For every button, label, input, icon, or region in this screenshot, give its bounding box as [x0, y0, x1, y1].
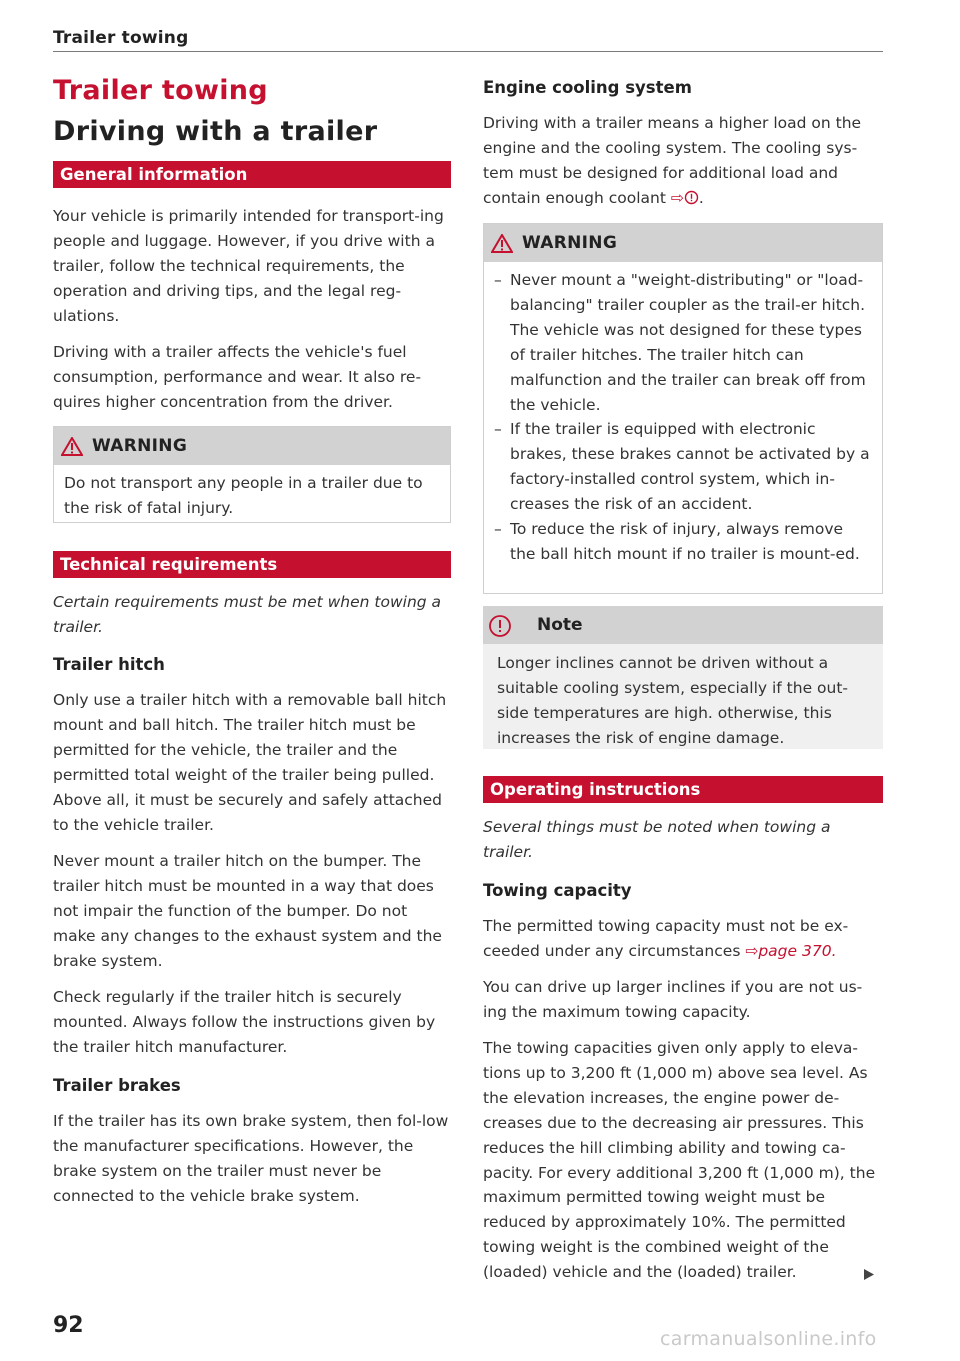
warning-item: – Never mount a "weight-distributing" or "load-balancing" trailer coupler as the trail-er hitch. The vehicle was not designed for these types of trailer hitches. The trailer hitch can malfunction and the trailer can break off from the vehicle. — [510, 268, 872, 417]
general-paragraph-1: Your vehicle is primarily intended for transport-ing people and luggage. However, if you drive with a trailer, follow the technical requirements, the operation and driving tips, and the legal reg-ulations. — [53, 207, 444, 325]
section-title: Driving with a trailer — [53, 116, 378, 147]
continue-arrow-icon — [863, 1266, 875, 1285]
watermark: carmanualsonline.info — [660, 1328, 877, 1350]
towing-paragraph-1: The permitted towing capacity must not be ex-ceeded under any circumstances ⇨page 370. — [483, 917, 849, 960]
technical-requirements-bar: Technical requirements — [53, 551, 451, 578]
warning-triangle-icon — [61, 437, 83, 460]
trailer-hitch-paragraph-3: Check regularly if the trailer hitch is securely mounted. Always follow the instructions given by the trailer hitch manufacturer. — [53, 988, 436, 1056]
running-head: Trailer towing — [53, 28, 189, 48]
warning-list-container — [484, 262, 882, 567]
towing-paragraph-3: The towing capacities given only apply to eleva-tions up to 3,200 ft (1,000 m) above sea level. As the elevation increases, the engine power de-creases due to the decreasing air pressures. This reduces the hill climbing ability and towing ca-pacity. For every additional 3,200 ft (1,000 m), the maximum permitted towing weight must be reduced by approximately 10%. The permitted towing weight is the combined weight of the (loaded) vehicle and the (loaded) trailer. — [483, 1039, 876, 1282]
warning-header — [54, 427, 450, 465]
note-header — [483, 606, 883, 644]
note-reference-icon[interactable] — [684, 189, 699, 207]
trailer-hitch-paragraph-1: Only use a trailer hitch with a removable ball hitch mount and ball hitch. The trailer hitch must be permitted for the vehicle, the trailer and the permitted total weight of the trailer being pulled. Above all, it must be securely and safely attached to the vehicle trailer. — [53, 691, 447, 834]
warning-title: WARNING — [522, 233, 618, 253]
header-rule — [53, 51, 883, 52]
warning-triangle-icon — [491, 234, 513, 257]
warning-box-hitch — [483, 223, 883, 594]
operating-intro: Several things must be noted when towing a trailer. — [483, 818, 831, 861]
engine-cooling-heading: Engine cooling system — [483, 78, 692, 97]
page-reference-link[interactable]: page 370. — [758, 941, 837, 960]
warning-item: – If the trailer is equipped with electronic brakes, these brakes cannot be activated by a factory-installed control system, which in-creases the risk of an accident. — [510, 417, 872, 517]
trailer-brakes-heading: Trailer brakes — [53, 1076, 181, 1095]
towing-paragraph-2: You can drive up larger inclines if you are not us-ing the maximum towing capacity. — [483, 978, 863, 1021]
general-information-bar: General information — [53, 161, 451, 188]
exclamation-circle-icon — [488, 614, 512, 642]
operating-instructions-bar: Operating instructions — [483, 776, 883, 803]
trailer-hitch-heading: Trailer hitch — [53, 655, 165, 674]
note-box — [483, 606, 883, 749]
trailer-hitch-paragraph-2: Never mount a trailer hitch on the bumper. The trailer hitch must be mounted in a way that does not impair the function of the bumper. Do not make any changes to the exhaust system and the brake system. — [53, 852, 442, 970]
note-title: Note — [537, 615, 583, 635]
general-paragraph-2: Driving with a trailer affects the vehicle's fuel consumption, performance and wear. It also re-quires higher concentration from the driver. — [53, 343, 422, 411]
trailer-brakes-paragraph: If the trailer has its own brake system, then fol-low the manufacturer specifications. However, the brake system on the trailer must never be connected to the vehicle brake system. — [53, 1112, 449, 1205]
page-number: 92 — [53, 1313, 84, 1338]
warning-box-general — [53, 426, 451, 523]
warning-text: Do not transport any people in a trailer due to the risk of fatal injury. — [64, 474, 423, 517]
warning-item: – To reduce the risk of injury, always remove the ball hitch mount if no trailer is mount-ed. — [510, 517, 872, 567]
reference-arrow: ⇨ — [745, 941, 759, 960]
reference-arrow: ⇨ — [670, 188, 684, 207]
engine-cooling-paragraph: Driving with a trailer means a higher load on the engine and the cooling system. The cooling sys-tem must be designed for additional load and contain enough coolant ⇨ . — [483, 114, 862, 207]
warning-header — [484, 224, 882, 262]
page-title: Trailer towing — [53, 75, 268, 106]
warning-list — [494, 268, 872, 567]
warning-title: WARNING — [92, 436, 188, 456]
towing-capacity-heading: Towing capacity — [483, 881, 632, 900]
note-text: Longer inclines cannot be driven without a suitable cooling system, especially if the out-side temperatures are high. otherwise, this increases the risk of engine damage. — [497, 654, 849, 747]
technical-intro: Certain requirements must be met when towing a trailer. — [53, 593, 442, 636]
